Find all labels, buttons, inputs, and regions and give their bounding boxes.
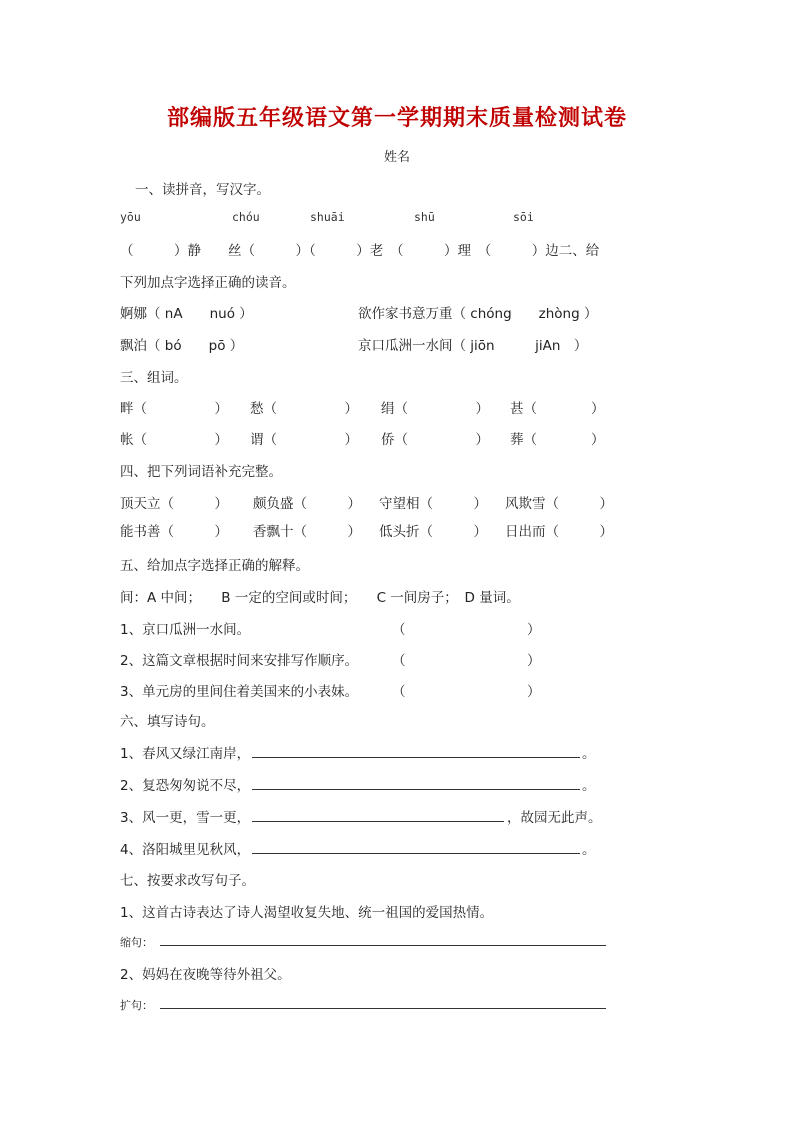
expand-label: 扩句： [120,999,153,1012]
word-item: 谓（ ） [250,432,358,448]
poem-prompt: 2、复恐匆匆说不尽， [120,778,251,794]
idiom-item: 风欺雪（ ） [505,496,613,512]
word-item: 畔（ ） [120,401,228,417]
section-4-heading: 四、把下列词语补充完整。 [120,464,282,480]
meaning-item: 1、京口瓜洲一水间。 [120,622,251,638]
answer-paren: （ ） [392,653,541,669]
poem-prompt: 1、春风又绿江南岸， [120,746,251,762]
poem-prompt: 4、洛阳城里见秋风， [120,842,251,858]
pinyin-3: shuāi [310,210,345,224]
word-item: 绢（ ） [381,401,489,417]
word-item: 侨（ ） [381,432,489,448]
word-item: 愁（ ） [250,401,358,417]
meaning-item: 2、这篇文章根据时间来安排写作顺序。 [120,653,359,669]
section-2-heading: 下列加点字选择正确的读音。 [120,275,296,291]
section-1-blanks: （ ）静 丝（ ）（ ）老 （ ）理 （ ）边二、给 [120,243,600,259]
pronunciation-item: 飘泊（ bó pō ） [120,338,244,354]
name-label: 姓名 [383,150,410,165]
pinyin-5: sōi [513,210,534,224]
meaning-options: 间：A 中间； B 一定的空间或时间； C 一间房子； D 量词。 [120,590,520,606]
sentence-item: 1、这首古诗表达了诗人渴望收复失地、统一祖国的爱国热情。 [120,905,494,921]
poem-suffix: 。 [582,842,596,858]
condense-label: 缩句： [120,936,153,949]
answer-paren: （ ） [392,684,541,700]
poem-suffix: ，故园无此声。 [507,810,602,826]
pronunciation-item: 欲作家书意万重（ chóng zhòng ） [358,306,598,322]
answer-line[interactable] [252,789,580,790]
answer-line[interactable] [252,757,580,758]
idiom-item: 香飘十（ ） [253,524,361,540]
pinyin-4: shū [414,210,435,224]
answer-paren: （ ） [392,622,541,638]
pinyin-1: yōu [120,210,141,224]
word-item: 帐（ ） [120,432,228,448]
section-7-heading: 七、按要求改写句子。 [120,873,255,889]
idiom-item: 守望相（ ） [379,496,487,512]
word-item: 葬（ ） [510,432,605,448]
pinyin-2: chóu [232,210,260,224]
answer-line[interactable] [252,853,580,854]
answer-line[interactable] [160,1008,606,1009]
answer-line[interactable] [160,945,606,946]
section-5-heading: 五、给加点字选择正确的解释。 [120,558,309,574]
section-3-heading: 三、组词。 [120,370,188,386]
section-1-heading: 一、读拼音，写汉字。 [135,182,270,198]
idiom-item: 能书善（ ） [120,524,228,540]
word-item: 甚（ ） [510,401,605,417]
pronunciation-item: 京口瓜洲一水间（ jiōn jiAn ） [358,338,588,354]
idiom-item: 颇负盛（ ） [253,496,361,512]
section-6-heading: 六、填写诗句。 [120,714,215,730]
poem-prompt: 3、风一更，雪一更， [120,810,251,826]
page-title: 部编版五年级语文第一学期期末质量检测试卷 [166,106,627,131]
pronunciation-item: 婀娜（ nA nuó ） [120,306,253,322]
answer-line[interactable] [252,821,504,822]
poem-suffix: 。 [582,778,596,794]
idiom-item: 日出而（ ） [505,524,613,540]
meaning-item: 3、单元房的里间住着美国来的小表妹。 [120,684,359,700]
poem-suffix: 。 [582,746,596,762]
idiom-item: 顶天立（ ） [120,496,228,512]
sentence-item: 2、妈妈在夜晚等待外祖父。 [120,967,291,983]
idiom-item: 低头折（ ） [379,524,487,540]
